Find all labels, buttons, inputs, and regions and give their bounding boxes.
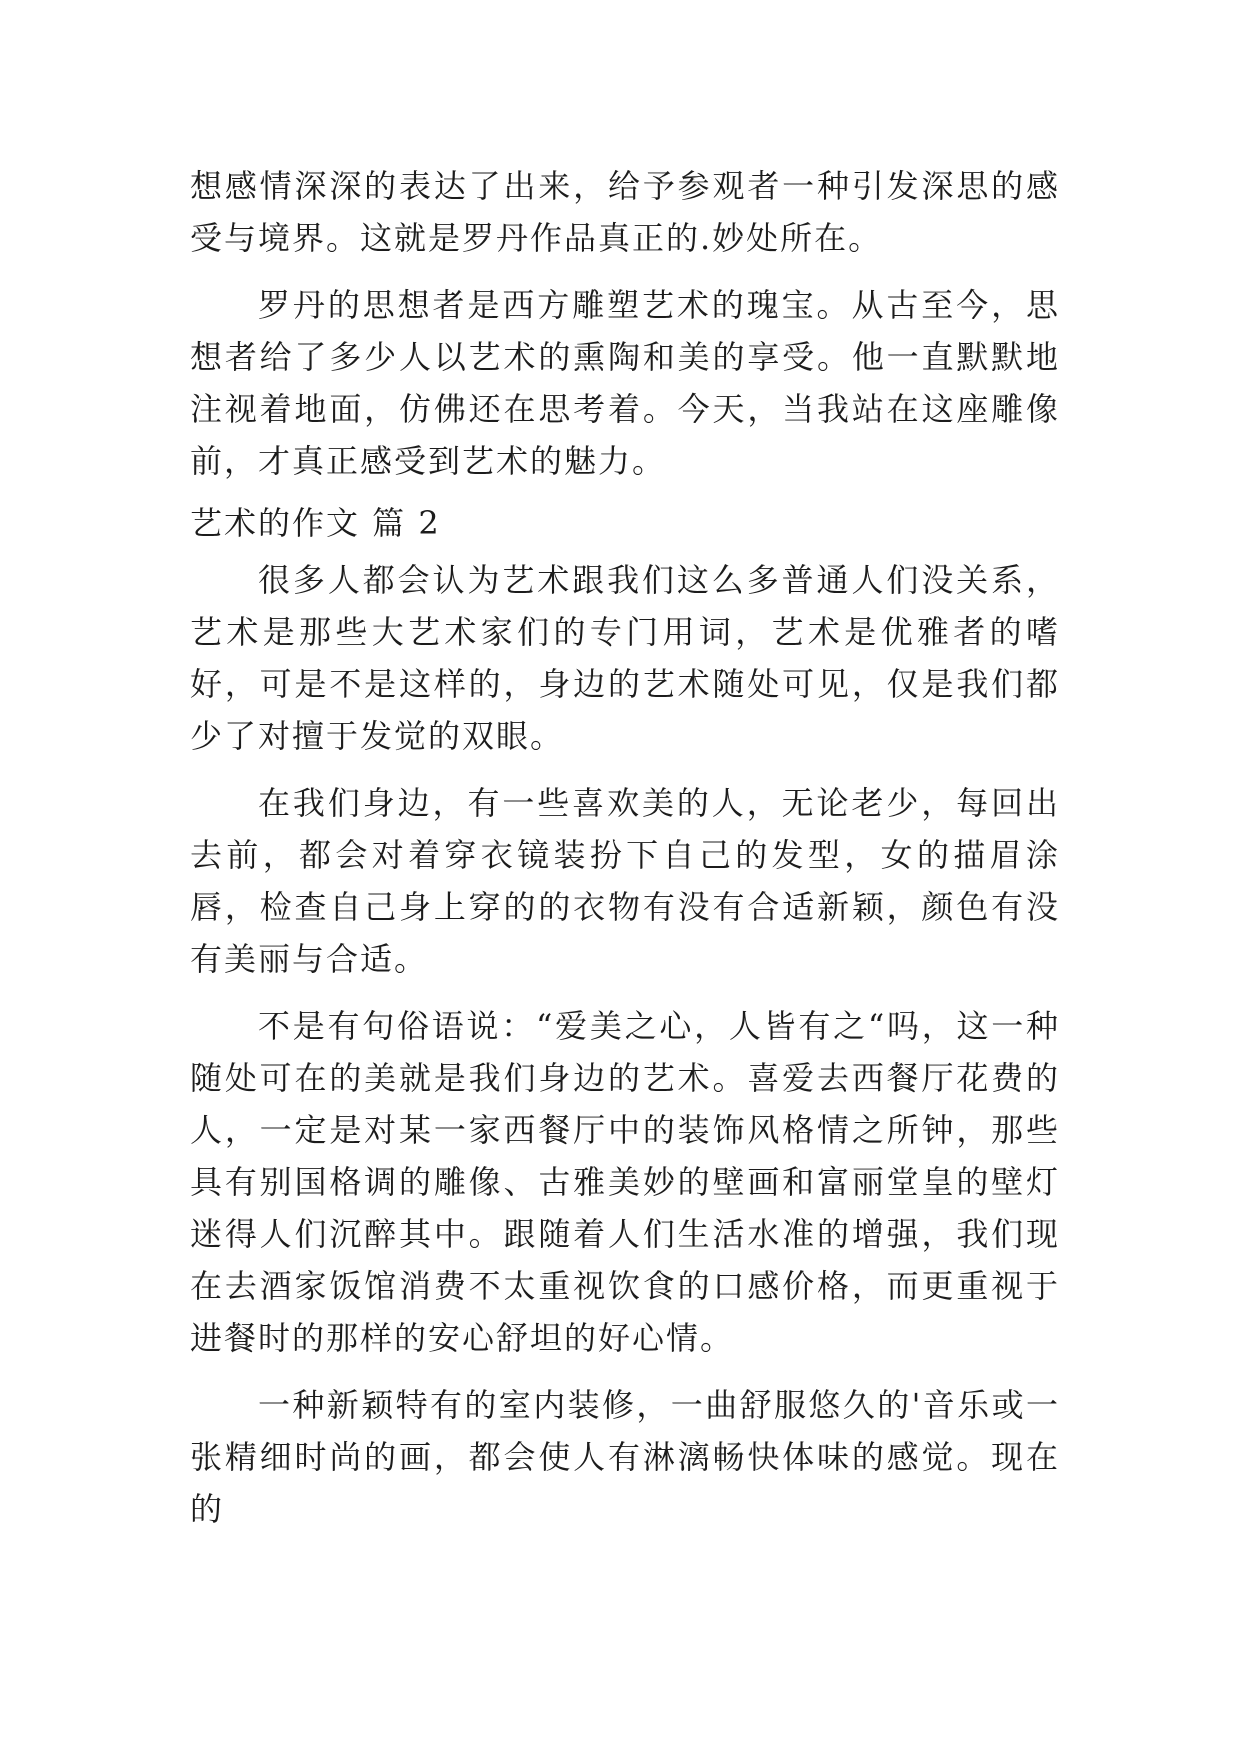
- paragraph-western-restaurant: 不是有句俗语说：“爱美之心，人皆有之“吗，这一种随处可在的美就是我们身边的艺术。喜爱去西餐厅花费的人，一定是对某一家西餐厅中的装饰风格情之所钟，那些具有别国格调的雕像、古雅美妙的壁画和富丽堂皇的壁灯迷得人们沉醉其中。跟随着人们生活水准的增强，我们现在去酒家饭馆消费不太重视饮食的口感价格，而更重视于进餐时的那样的安心舒坦的好心情。: [190, 1007, 1060, 1357]
- paragraph-continuation: 想感情深深的表达了出来，给予参观者一种引发深思的感受与境界。这就是罗丹作品真正的.妙处所在。: [190, 167, 1060, 257]
- paragraph-people-beauty: 在我们身边，有一些喜欢美的人，无论老少，每回出去前，都会对着穿衣镜装扮下自己的发型，女的描眉涂唇，检查自己身上穿的的衣物有没有合适新颖，颜色有没有美丽与合适。: [190, 784, 1060, 978]
- paragraph-interior-decoration: 一种新颖特有的室内装修，一曲舒服悠久的'音乐或一张精细时尚的画，都会使人有淋漓畅快体味的感觉。现在的: [190, 1386, 1060, 1528]
- paragraph-thinker: 罗丹的思想者是西方雕塑艺术的瑰宝。从古至今，思想者给了多少人以艺术的熏陶和美的享受。他一直默默地注视着地面，仿佛还在思考着。今天，当我站在这座雕像前，才真正感受到艺术的魅力。: [190, 286, 1060, 480]
- section-heading: 艺术的作文 篇 2: [190, 504, 441, 542]
- paragraph-art-everywhere: 很多人都会认为艺术跟我们这么多普通人们没关系，艺术是那些大艺术家们的专门用词，艺术是优雅者的嗜好，可是不是这样的，身边的艺术随处可见，仅是我们都少了对擅于发觉的双眼。: [190, 561, 1060, 755]
- document-page: [190, 160, 1060, 1535]
